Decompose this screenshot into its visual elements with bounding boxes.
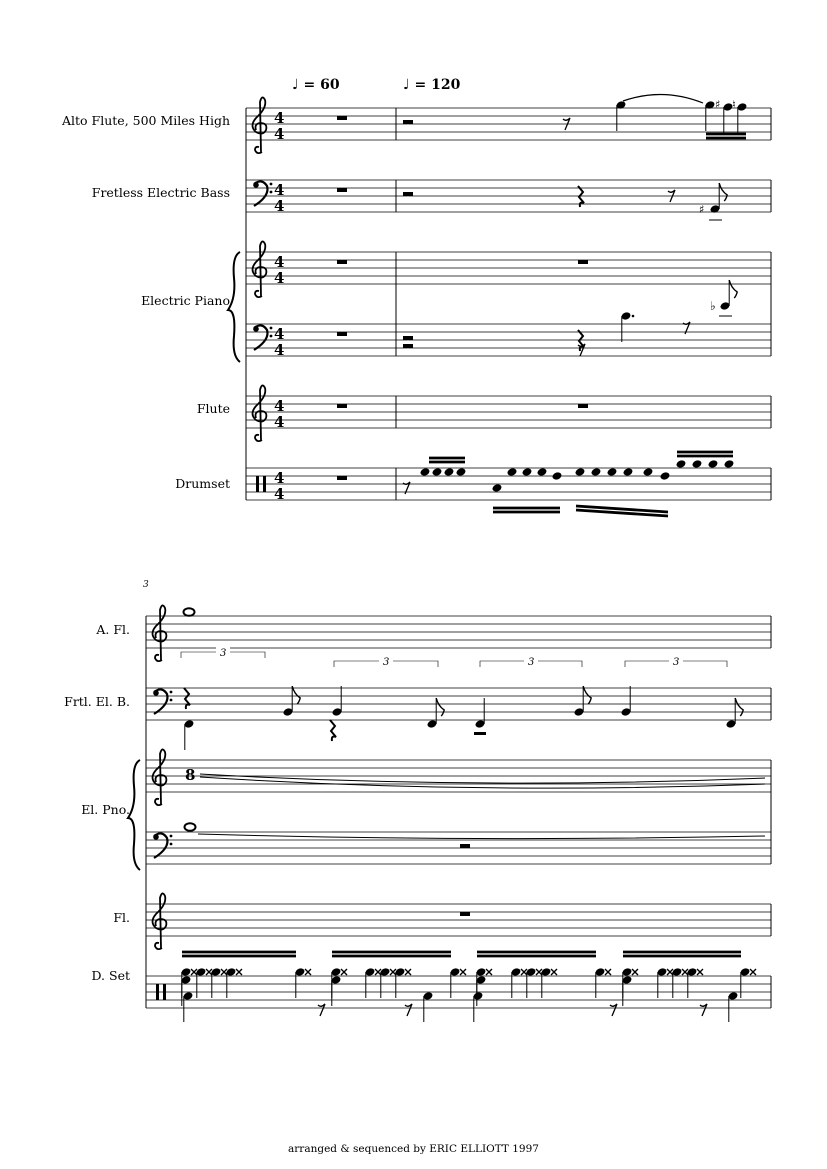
tempo-mark-120: ♩ = 120 — [403, 77, 461, 93]
instrument-label-flute-short: Fl. — [113, 910, 130, 925]
time-signature-numerator: 4 — [274, 397, 285, 415]
note-head — [432, 467, 443, 477]
note-flag — [719, 183, 727, 201]
bass-clef-dot — [170, 843, 173, 846]
note-head — [522, 467, 533, 477]
half-rest — [403, 120, 413, 124]
sharp-icon: ♯ — [715, 98, 721, 111]
note-flag — [735, 698, 743, 716]
cross-note-head — [521, 969, 527, 975]
eighth-rest — [318, 1004, 325, 1016]
percussion-clef-icon — [256, 476, 259, 492]
time-signature-denominator: 4 — [274, 125, 285, 143]
instrument-label-drumset: Drumset — [175, 476, 230, 491]
eighth-rest — [610, 1004, 617, 1016]
treble-clef-icon — [253, 97, 267, 153]
note-head — [607, 467, 618, 477]
treble-clef-icon — [153, 893, 167, 949]
time-signature-numerator: 4 — [274, 469, 285, 487]
bass-clef-dot — [270, 327, 273, 330]
half-rest — [474, 732, 486, 735]
whole-rest — [578, 404, 588, 408]
time-signature-numerator: 4 — [274, 109, 285, 127]
whole-rest — [337, 260, 347, 264]
cross-note-head — [667, 969, 673, 975]
chord-whole-note: 8 — [185, 766, 196, 784]
tuplet-number: 3 — [383, 657, 390, 668]
note-head — [537, 467, 548, 477]
tuplet-number: 3 — [528, 657, 535, 668]
instrument-label-piano: Electric Piano — [141, 293, 230, 308]
cross-note-head — [375, 969, 381, 975]
note-head — [643, 467, 654, 477]
whole-note — [185, 823, 196, 831]
bass-clef-dot — [170, 699, 173, 702]
cross-note-head — [486, 969, 492, 975]
instrument-label-flute: Flute — [196, 401, 230, 416]
treble-clef-icon — [253, 385, 267, 441]
instrument-label-bass-short: Frtl. El. B. — [64, 694, 130, 709]
natural-icon: ♮ — [732, 98, 736, 111]
cross-note-head — [605, 969, 611, 975]
instrument-label-bass: Fretless Electric Bass — [91, 185, 230, 200]
note-flag — [583, 686, 591, 704]
cross-note-head — [390, 969, 396, 975]
whole-rest — [460, 912, 470, 916]
half-rest — [460, 844, 470, 848]
note-head — [676, 459, 687, 469]
note-head — [724, 459, 735, 469]
treble-clef-icon — [253, 241, 267, 297]
flat-icon: ♭ — [710, 299, 716, 313]
note-flag — [436, 698, 444, 716]
bass-clef-dot — [270, 183, 273, 186]
cross-note-head — [236, 969, 242, 975]
bass-clef-dot — [170, 835, 173, 838]
note-head — [623, 467, 634, 477]
eighth-rest — [405, 1004, 412, 1016]
note-head — [692, 459, 703, 469]
time-signature-denominator: 4 — [274, 485, 285, 503]
whole-note — [184, 608, 195, 616]
note-head — [591, 467, 602, 477]
tuplet-number: 3 — [220, 648, 227, 659]
note-flag — [729, 280, 737, 298]
note-head — [507, 467, 518, 477]
note-head — [420, 467, 431, 477]
quarter-note-icon: ♩ — [292, 77, 299, 93]
whole-rest — [337, 116, 347, 120]
treble-clef-icon — [153, 605, 167, 661]
cross-note-head — [460, 969, 466, 975]
whole-rest — [337, 332, 347, 336]
note-head — [660, 471, 671, 481]
dot — [632, 315, 635, 318]
time-signature-numerator: 4 — [274, 181, 285, 199]
percussion-clef-icon — [156, 984, 159, 1000]
footer-credit: arranged & sequenced by ERIC ELLIOTT 1997 — [288, 1143, 539, 1155]
half-rest — [403, 192, 413, 196]
treble-clef-icon — [153, 749, 167, 805]
quarter-note-icon: ♩ — [403, 77, 410, 93]
bass-clef-dot — [270, 335, 273, 338]
sharp-icon: ♯ — [699, 203, 705, 216]
cross-note-head — [206, 969, 212, 975]
instrument-label-piano-short: El. Pno. — [81, 802, 130, 817]
half-rest — [403, 344, 413, 348]
bass-clef-dot — [253, 326, 259, 332]
bass-clef-dot — [170, 691, 173, 694]
bass-clef-dot — [153, 690, 159, 696]
instrument-label-drumset-short: D. Set — [91, 968, 130, 983]
note-head — [552, 471, 563, 481]
time-signature-numerator: 4 — [274, 253, 285, 271]
whole-rest — [337, 476, 347, 480]
time-signature-denominator: 4 — [274, 413, 285, 431]
note-head — [575, 467, 586, 477]
measure-number: 3 — [143, 580, 149, 590]
instrument-label-alto-flute: Alto Flute, 500 Miles High — [62, 113, 230, 128]
note-head — [444, 467, 455, 477]
cross-note-head — [682, 969, 688, 975]
bass-clef-dot — [153, 834, 159, 840]
tie — [198, 834, 765, 839]
quarter-rest — [184, 688, 190, 709]
time-signature-denominator: 4 — [274, 341, 285, 359]
bass-clef-dot — [253, 182, 259, 188]
cross-note-head — [551, 969, 557, 975]
note-head — [492, 483, 503, 493]
bass-clef-dot — [270, 191, 273, 194]
cross-note-head — [750, 969, 756, 975]
cross-note-head — [221, 969, 227, 975]
note-head — [708, 459, 719, 469]
whole-rest — [578, 260, 588, 264]
instrument-label-alto-flute-short: A. Fl. — [96, 622, 130, 637]
time-signature-numerator: 4 — [274, 325, 285, 343]
cross-note-head — [305, 969, 311, 975]
cross-note-head — [405, 969, 411, 975]
cross-note-head — [697, 969, 703, 975]
eighth-rest — [700, 1004, 707, 1016]
tempo-mark-60: ♩ = 60 — [292, 77, 340, 93]
cross-note-head — [341, 969, 347, 975]
cross-note-head — [191, 969, 197, 975]
percussion-clef-icon — [263, 476, 266, 492]
cross-note-head — [632, 969, 638, 975]
cross-note-head — [536, 969, 542, 975]
whole-rest — [337, 404, 347, 408]
whole-rest — [337, 188, 347, 192]
note-head — [456, 467, 467, 477]
tuplet-number: 3 — [673, 657, 680, 668]
time-signature-denominator: 4 — [274, 269, 285, 287]
note-flag — [292, 686, 300, 704]
percussion-clef-icon — [163, 984, 166, 1000]
half-rest — [403, 336, 413, 340]
tie — [623, 94, 703, 103]
quarter-rest — [330, 720, 336, 741]
time-signature-denominator: 4 — [274, 197, 285, 215]
